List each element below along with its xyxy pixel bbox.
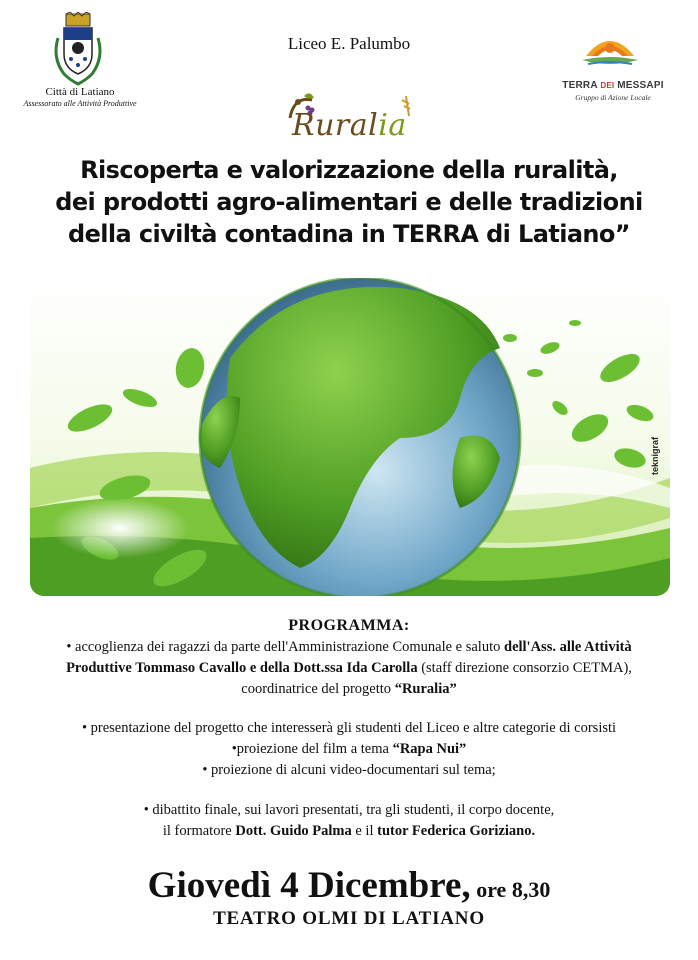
headline	[0, 154, 698, 250]
green-globe-image	[30, 278, 670, 596]
partner-subtitle: Gruppo di Azione Locale	[575, 93, 651, 102]
city-crest-icon	[50, 12, 106, 86]
program-item-presentation: • presentazione del progetto che interesserà gli studenti del Liceo e altre categorie di corsisti	[81, 720, 617, 736]
image-credit: teknigraf	[650, 436, 660, 475]
program-item-debate: • dibattito finale, sui lavori presentati, tra gli studenti, il corpo docente, il formatore Dott. Guido Palma e il tutor Federica Goriziano.	[143, 802, 555, 839]
event-date: Giovedì 4 Dicembre, ore 8,30	[147, 865, 551, 906]
partner-name: TERRA DEI MESSAPI	[562, 80, 664, 91]
program-item-videos: • proiezione di alcuni video-documentari sul tema;	[202, 762, 496, 778]
program-item-film: •proiezione del film a tema “Rapa Nui”	[231, 741, 467, 757]
program-title: PROGRAMMA:	[288, 617, 410, 634]
school-name: Liceo E. Palumbo	[287, 34, 411, 53]
city-name: Città di Latiano	[45, 86, 115, 98]
city-department: Assessorato alle Attività Produttive	[23, 99, 137, 108]
ruralia-logo-text: Ruralia	[292, 108, 407, 143]
headline-line: della civiltà contadina in TERRA di Latiano”	[68, 220, 630, 248]
event-venue: TEATRO OLMI DI LATIANO	[213, 908, 485, 929]
headline-line: Riscoperta e valorizzazione della ruralità,	[80, 156, 618, 184]
terra-dei-messapi-logo-icon	[580, 26, 640, 68]
program-item-welcome: • accoglienza dei ragazzi da parte dell'Amministrazione Comunale e saluto dell'Ass. alle Attività Produttive Tommaso Cavallo e della Dott.ssa Ida Carolla (staff direzione consorzio CETMA), coordinatrice del progetto “Ruralia”	[66, 639, 632, 697]
headline-line: dei prodotti agro-alimentari e delle tradizioni	[55, 188, 643, 216]
